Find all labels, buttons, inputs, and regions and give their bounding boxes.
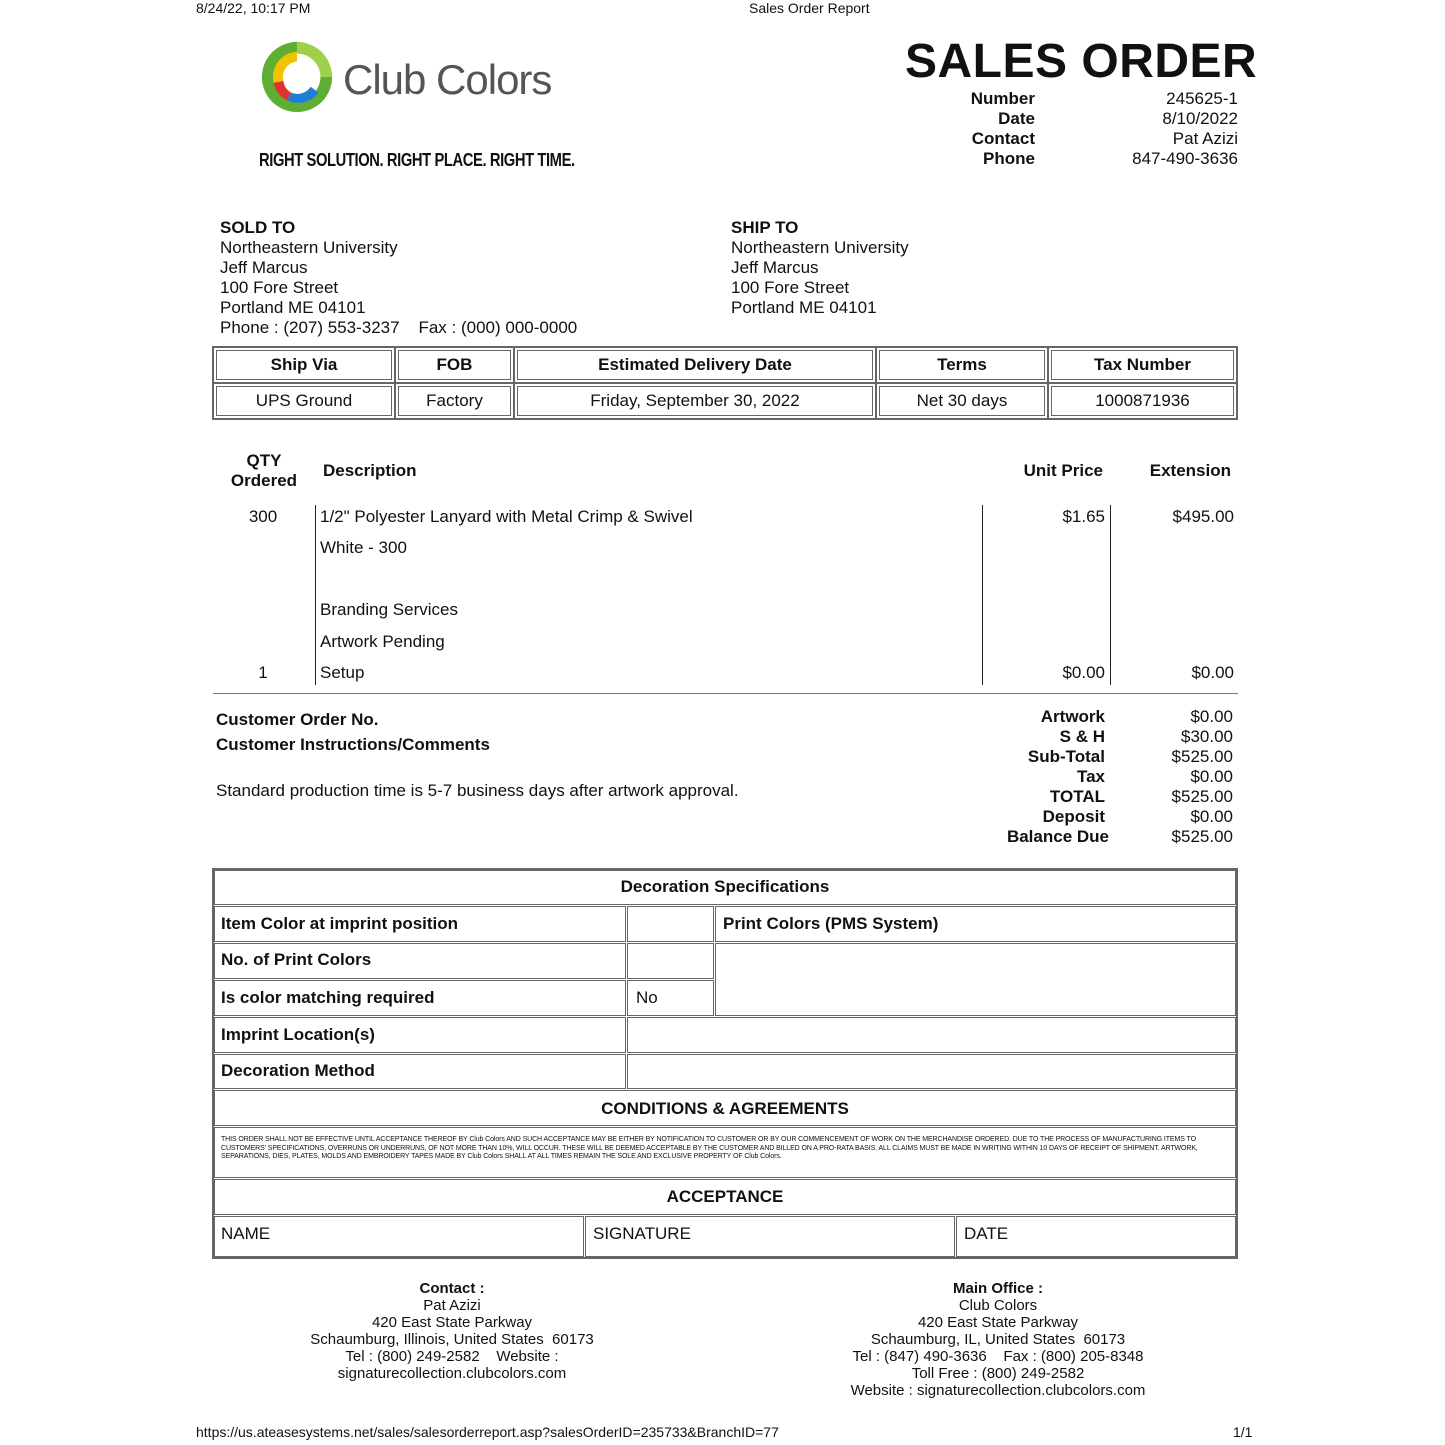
shipping-table [212, 346, 1238, 420]
items-header-unit-price: Unit Price [1023, 461, 1103, 480]
item-color-value-cell [627, 906, 714, 942]
order-number-label: Number [970, 89, 1035, 108]
ship-to-city: Portland ME 04101 [731, 298, 877, 317]
order-date-row [940, 109, 1238, 129]
footer-office-line: Toll Free : (800) 249-2582 [911, 1365, 1085, 1382]
item-extension: $0.00 [1191, 663, 1234, 682]
total-sh-label: S & H [1059, 727, 1105, 746]
shipping-header-fob: FOB [395, 347, 514, 383]
sold-to-heading: SOLD TO [220, 218, 296, 237]
page-title: SALES ORDER [905, 35, 1258, 88]
acceptance-name-label: NAME [221, 1224, 271, 1243]
total-total-label: TOTAL [1049, 787, 1105, 806]
order-phone-row [940, 149, 1238, 169]
shipping-value-row [213, 383, 1237, 419]
order-number-value: 245625-1 [1166, 89, 1238, 108]
item-description: Artwork Pending [320, 632, 445, 651]
acceptance-signature-label: SIGNATURE [593, 1224, 691, 1243]
footer-contact-heading: Contact : [419, 1280, 485, 1297]
ship-to-heading: SHIP TO [731, 218, 799, 237]
footer-contact-line: 420 East State Parkway [371, 1314, 533, 1331]
sold-to-phone-fax: Phone : (207) 553-3237 Fax : (000) 000-0000 [220, 318, 578, 337]
customer-instructions-label: Customer Instructions/Comments [216, 735, 490, 754]
order-contact-value: Pat Azizi [1172, 129, 1238, 148]
print-datetime: 8/24/22, 10:17 PM [196, 0, 311, 16]
total-artwork-label: Artwork [1040, 707, 1105, 726]
acceptance-date-label: DATE [964, 1224, 1009, 1243]
print-url[interactable]: https://us.ateasesystems.net/sales/salesorderreport.asp?salesOrderID=235733&BranchID=77 [196, 1424, 779, 1440]
ship-to-org: Northeastern University [731, 238, 909, 257]
conditions-text: THIS ORDER SHALL NOT BE EFFECTIVE UNTIL ACCEPTANCE THEREOF BY Club Colors AND SUCH ACCEPTANCE MAY BE EITHER BY NOTIFICATION TO CUSTOMER OR BY OUR COMMENCEMENT OF WORK ON THE MERCHANDISE ORDERED. DUE TO THE PROCESS OF MANUFACTURING ITEMS TO CUSTOMERS' SPECIFICATIONS, OVERRUNS OR UNDERRUNS, OF NOT MORE THAN 10%, WILL OCCUR. THESE WILL BE DEEMED ACCEPTABLE BY THE CUSTOMER AND BILLED ON A PRO-RATA BASIS. ALL CLAIMS MUST BE MADE IN WRITING WITHIN 10 DAYS OF RECEIPT OF SHIPMENT. ARTWORK, SEPARATIONS, DIES, PLATES, MOLDS AND EMBROIDERY TAPES MADE BY Club Colors SHALL AT ALL TIMES REMAIN THE SOLE AND EXCLUSIVE PROPERTY OF Club Colors. [221, 1136, 1198, 1160]
shipping-header-ship-via: Ship Via [213, 347, 395, 383]
shipping-ship-via: UPS Ground [213, 383, 395, 419]
total-deposit-value: $0.00 [1190, 807, 1233, 826]
item-extension: $495.00 [1172, 507, 1234, 526]
total-deposit-label: Deposit [1042, 807, 1105, 826]
items-divider [213, 693, 1238, 694]
item-unit-price: $1.65 [1062, 507, 1105, 526]
shipping-fob: Factory [395, 383, 514, 419]
customer-comment: Standard production time is 5-7 business days after artwork approval. [216, 781, 739, 800]
num-colors-label: No. of Print Colors [221, 950, 372, 969]
item-description: 1/2" Polyester Lanyard with Metal Crimp & Swivel [320, 507, 693, 526]
shipping-header-delivery-date: Estimated Delivery Date [514, 347, 876, 383]
order-date-value: 8/10/2022 [1162, 109, 1238, 128]
footer-contact-line: Schaumburg, Illinois, United States 60173 [310, 1331, 594, 1348]
items-header-qty-line2: Ordered [230, 471, 298, 490]
imprint-location-label: Imprint Location(s) [221, 1025, 375, 1044]
footer-office-line: Club Colors [958, 1297, 1038, 1314]
items-separator-ext [1110, 505, 1111, 685]
sold-to-block [220, 218, 577, 338]
order-contact-row [940, 129, 1238, 149]
conditions-title: CONDITIONS & AGREEMENTS [601, 1099, 849, 1118]
imprint-location-value-cell [627, 1017, 1236, 1053]
decoration-method-label: Decoration Method [221, 1061, 375, 1080]
total-tax-label: Tax [1076, 767, 1105, 786]
footer-contact-line: Pat Azizi [423, 1297, 481, 1314]
sold-to-person: Jeff Marcus [220, 258, 308, 277]
decoration-method-value-cell [627, 1054, 1236, 1089]
total-artwork-value: $0.00 [1190, 707, 1233, 726]
order-date-label: Date [998, 109, 1035, 128]
total-subtotal-label: Sub-Total [1027, 747, 1105, 766]
item-unit-price: $0.00 [1062, 663, 1105, 682]
ship-to-block [731, 218, 909, 318]
print-colors-value-cell [715, 943, 1236, 1016]
print-colors-label: Print Colors (PMS System) [723, 914, 939, 933]
total-subtotal-value: $525.00 [1171, 747, 1233, 766]
total-balance-due-label: Balance Due [1006, 827, 1109, 846]
total-sh-value: $30.00 [1181, 727, 1233, 746]
sold-to-org: Northeastern University [220, 238, 398, 257]
items-separator-unit [982, 505, 983, 685]
order-contact-label: Contact [971, 129, 1035, 148]
total-tax-value: $0.00 [1190, 767, 1233, 786]
shipping-header-tax-number: Tax Number [1048, 347, 1237, 383]
footer-contact [290, 1280, 614, 1382]
order-number-row [940, 89, 1238, 109]
footer-contact-line: Tel : (800) 249-2582 Website : [345, 1348, 559, 1365]
footer-office-line: Schaumburg, IL, United States 60173 [870, 1331, 1126, 1348]
items-header-qty [224, 451, 304, 491]
company-name: Club Colors [343, 56, 552, 103]
color-match-label: Is color matching required [221, 988, 435, 1007]
shipping-delivery-date: Friday, September 30, 2022 [514, 383, 876, 419]
item-qty: 300 [248, 507, 278, 526]
items-header-description: Description [323, 461, 417, 480]
customer-order-no-label: Customer Order No. [216, 710, 379, 729]
shipping-terms: Net 30 days [876, 383, 1048, 419]
acceptance-title: ACCEPTANCE [666, 1187, 784, 1206]
shipping-header-row [213, 347, 1237, 383]
footer-main-office [828, 1280, 1168, 1399]
item-color-label: Item Color at imprint position [221, 914, 459, 933]
item-description: Branding Services [320, 600, 458, 619]
footer-contact-website-link[interactable]: signaturecollection.clubcolors.com [337, 1365, 567, 1382]
footer-office-line: Tel : (847) 490-3636 Fax : (800) 205-8348 [852, 1348, 1144, 1365]
footer-office-website-link[interactable]: Website : signaturecollection.clubcolors.com [850, 1382, 1146, 1399]
ship-to-person: Jeff Marcus [731, 258, 819, 277]
footer-office-line: 420 East State Parkway [917, 1314, 1079, 1331]
shipping-tax-number: 1000871936 [1048, 383, 1237, 419]
item-description: White - 300 [320, 538, 407, 557]
items-header-qty-line1: QTY [246, 451, 282, 470]
total-total-value: $525.00 [1171, 787, 1233, 806]
sold-to-city: Portland ME 04101 [220, 298, 366, 317]
num-colors-value-cell [627, 943, 714, 979]
total-balance-due-value: $525.00 [1171, 827, 1233, 846]
items-separator-desc [315, 505, 316, 685]
print-page-number: 1/1 [1233, 1424, 1253, 1440]
items-header-extension: Extension [1149, 461, 1231, 480]
order-phone-value: 847-490-3636 [1132, 149, 1238, 168]
shipping-header-terms: Terms [876, 347, 1048, 383]
item-description: Setup [320, 663, 365, 682]
footer-office-heading: Main Office : [952, 1280, 1043, 1297]
print-report-title: Sales Order Report [749, 0, 870, 16]
order-phone-label: Phone [983, 149, 1035, 168]
color-match-value: No [636, 988, 658, 1007]
item-qty: 1 [258, 663, 268, 682]
club-colors-logo-icon [258, 38, 336, 116]
ship-to-street: 100 Fore Street [731, 278, 850, 297]
decoration-title: Decoration Specifications [620, 877, 830, 896]
company-tagline: RIGHT SOLUTION. RIGHT PLACE. RIGHT TIME. [259, 150, 575, 170]
sold-to-street: 100 Fore Street [220, 278, 339, 297]
